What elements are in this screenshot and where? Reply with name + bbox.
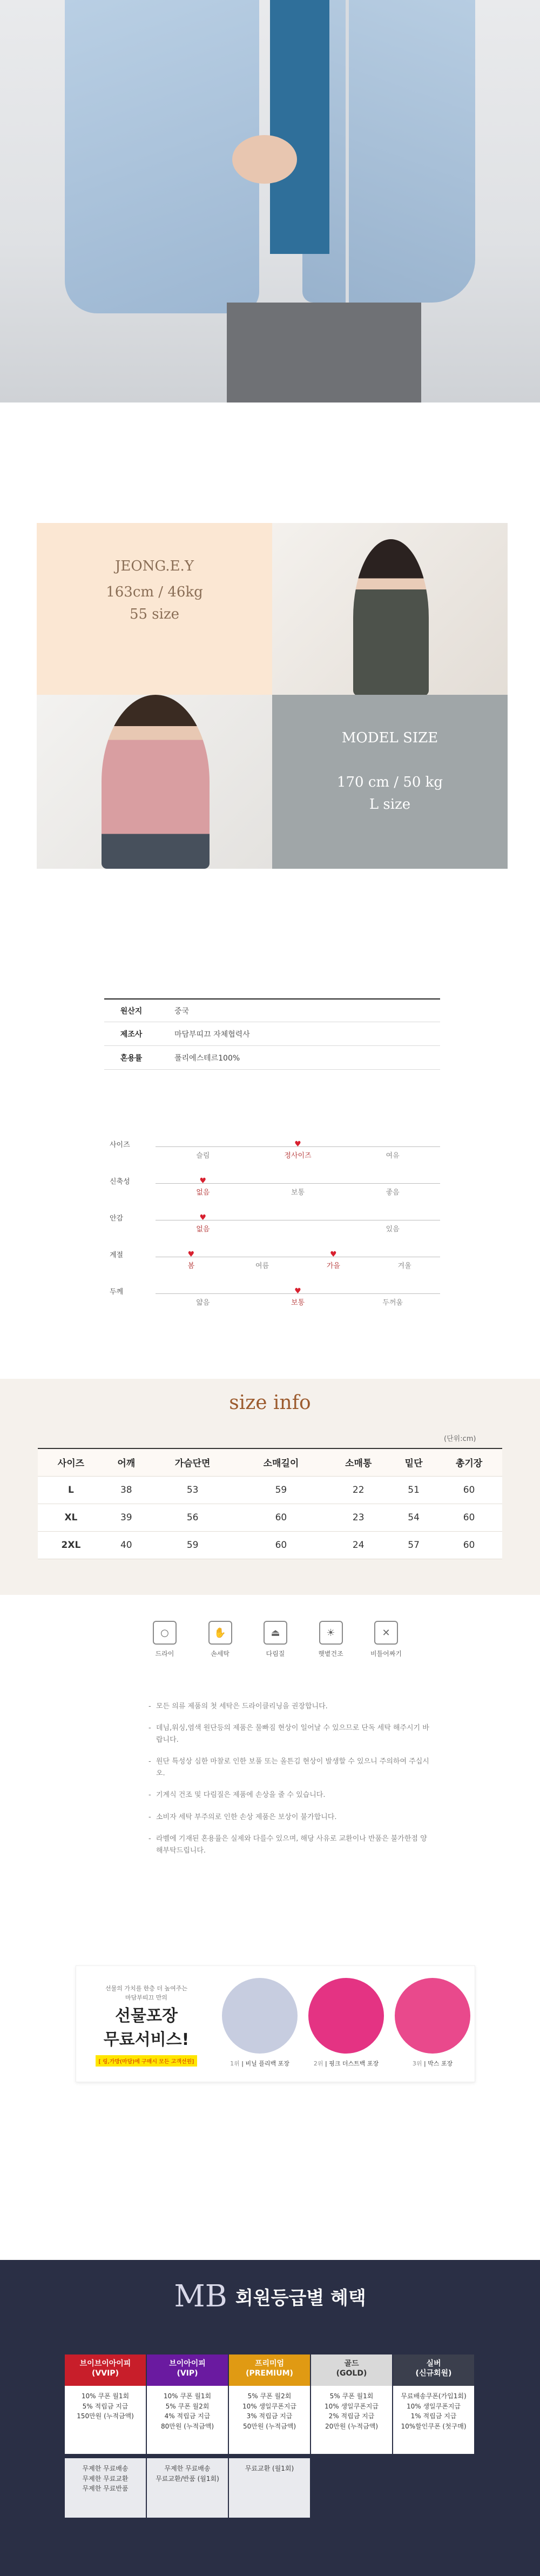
model-info-block <box>37 523 508 869</box>
feature-label: 신축성 <box>110 1178 130 1186</box>
product-info-row <box>104 1046 440 1070</box>
feature-row <box>104 1282 440 1318</box>
feature-row <box>104 1135 440 1171</box>
gift-title1: 선물포장 <box>115 2007 178 2025</box>
size-cell: 54 <box>392 1504 436 1531</box>
grade-column <box>229 2354 310 2518</box>
feature-label: 두께 <box>110 1288 124 1296</box>
heart-icon: ♥ <box>330 1250 337 1259</box>
feature-option: 겨울 <box>397 1262 411 1270</box>
wash-item <box>312 1621 350 1658</box>
heart-icon: ♥ <box>199 1213 207 1222</box>
wash-item <box>201 1621 239 1658</box>
size-cell: 53 <box>148 1476 237 1504</box>
md-logo: MB <box>174 2279 227 2314</box>
model-size: 55 size <box>129 606 180 623</box>
info-value: 중국 <box>174 1007 190 1016</box>
no-wring-icon: ✕ <box>374 1621 398 1645</box>
model-name: JEONG.E.Y <box>115 558 194 574</box>
care-note: - 라벨에 기재된 혼용률은 실제와 다를수 있으며, 해당 사유로 교환이나 반품은 불가한점 양해부탁드립니다. <box>148 1833 429 1857</box>
grade-badge <box>147 2354 228 2386</box>
size-header: 소매길이 <box>237 1448 326 1476</box>
grade-sub: (신규회원) <box>415 2369 452 2378</box>
info-value: 폴리에스테르100% <box>174 1054 240 1063</box>
size-cell: 23 <box>325 1504 392 1531</box>
gift-pack <box>308 1978 384 2068</box>
membership-title: 회원등급별 혜택 <box>235 2287 366 2309</box>
pack-caption: 2위 | 핑크 더스트백 포장 <box>313 2060 379 2067</box>
size-cell: 60 <box>237 1531 326 1559</box>
grade-column <box>147 2354 228 2518</box>
info-key: 원산지 <box>120 1007 143 1016</box>
size-unit: (단위:cm) <box>444 1435 476 1443</box>
pack-rank: 2위 <box>313 2060 323 2067</box>
wash-item <box>256 1621 294 1658</box>
gift-wrap-banner <box>76 1965 475 2082</box>
size-header: 어깨 <box>104 1448 148 1476</box>
grade-benefits: 10% 쿠폰 월1회 5% 적립금 지급 150만원 (누적금액) <box>65 2386 146 2454</box>
size-cell: 59 <box>237 1476 326 1504</box>
hand-wash-icon: ✋ <box>208 1621 232 1645</box>
care-note: - 소비자 세탁 부주의로 인한 손상 제품은 보상이 불가합니다. <box>148 1812 429 1823</box>
dry-clean-icon: ○ <box>153 1621 177 1645</box>
feature-row <box>104 1208 440 1245</box>
heart-icon: ♥ <box>199 1177 207 1185</box>
size-row <box>38 1531 502 1559</box>
feature-option: 정사이즈 <box>284 1152 312 1160</box>
wash-label: 드라이 <box>155 1650 174 1658</box>
feature-label: 계절 <box>110 1251 124 1259</box>
feature-option: 가을 <box>326 1262 340 1270</box>
model-measure: 163cm / 46kg <box>106 583 203 600</box>
size-cell: XL <box>38 1504 104 1531</box>
grade-delivery-benefits: 무제한 무료배송 무료교환/반품 (월1회) <box>147 2458 228 2518</box>
size-cell: 22 <box>325 1476 392 1504</box>
wash-care-icons <box>146 1621 405 1658</box>
size-cell: 39 <box>104 1504 148 1531</box>
size-cell: 56 <box>148 1504 237 1531</box>
care-note: - 원단 특성상 심한 마찰로 인한 보풀 또는 올튼김 현상이 발생할 수 있으니 주의하여 주십시오. <box>148 1756 429 1780</box>
grade-sub: (GOLD) <box>336 2369 367 2378</box>
feature-option: 있음 <box>386 1225 400 1233</box>
grade-benefits: 10% 쿠폰 월1회 5% 쿠폰 월2회 4% 적립금 지급 80만원 (누적금액) <box>147 2386 228 2454</box>
gift-line1: 선물의 가치를 한층 더 높여주는 <box>105 1985 188 1992</box>
pack-caption: 1위 | 비닐 플리백 포장 <box>230 2060 289 2067</box>
grade-name: 브이브이아이피 <box>79 2359 131 2368</box>
feature-option: 여유 <box>386 1152 400 1160</box>
size-cell: 60 <box>436 1531 502 1559</box>
heart-icon: ♥ <box>187 1250 195 1259</box>
feature-line <box>156 1183 440 1184</box>
size-cell: 2XL <box>38 1531 104 1559</box>
feature-option: 보통 <box>291 1299 305 1307</box>
pack-label: 비닐 플리백 포장 <box>245 2060 289 2067</box>
size-cell: 51 <box>392 1476 436 1504</box>
model-size-title: MODEL SIZE <box>341 730 438 746</box>
product-info-table <box>104 998 440 1070</box>
size-row <box>38 1476 502 1504</box>
size-header: 소매통 <box>325 1448 392 1476</box>
feature-option: 봄 <box>187 1262 195 1270</box>
model-size-measure: 170 cm / 50 kg <box>336 774 443 790</box>
grade-badge <box>229 2354 310 2386</box>
pack-photo <box>308 1978 384 2054</box>
size-table <box>38 1448 502 1559</box>
size-cell: 24 <box>325 1531 392 1559</box>
heart-icon: ♥ <box>294 1287 301 1296</box>
feature-option: 슬림 <box>196 1152 210 1160</box>
grade-sub: (VVIP) <box>92 2369 119 2378</box>
size-header: 밑단 <box>392 1448 436 1476</box>
feature-option: 보통 <box>291 1189 305 1197</box>
wash-label: 비틀어짜기 <box>370 1650 402 1658</box>
pack-rank: 3위 <box>412 2060 422 2067</box>
pack-photo <box>395 1978 470 2054</box>
product-info-row <box>104 1022 440 1046</box>
size-cell: 59 <box>148 1531 237 1559</box>
iron-icon: ⏏ <box>264 1621 287 1645</box>
gift-pack <box>395 1978 470 2068</box>
feature-option: 여름 <box>255 1262 269 1270</box>
feature-scale <box>104 1135 440 1318</box>
model-size-panel <box>272 695 508 869</box>
pack-photo <box>222 1978 298 2054</box>
feature-option: 좋음 <box>386 1189 400 1197</box>
gift-note: [ 링,가방(마담)에 구매시 모든 고객선원] <box>96 2055 197 2067</box>
grade-name: 프리미엄 <box>254 2359 285 2368</box>
grade-benefits: 5% 쿠폰 월1회 10% 생일쿠폰지급 2% 적립금 지급 20만원 (누적금액) <box>311 2386 392 2454</box>
wash-item <box>367 1621 405 1658</box>
grade-column <box>311 2354 392 2454</box>
grade-sub: (PREMIUM) <box>246 2369 293 2378</box>
grade-name: 실버 <box>426 2359 441 2368</box>
pack-rank: 1위 <box>230 2060 240 2067</box>
feature-row <box>104 1171 440 1208</box>
model-size-size: L size <box>369 796 411 813</box>
model-photo-2 <box>37 695 272 869</box>
gift-line2: 마담부띠끄 만의 <box>125 1994 167 2001</box>
gift-title2: 무료서비스! <box>103 2030 190 2049</box>
size-cell: 38 <box>104 1476 148 1504</box>
pack-caption: 3위 | 박스 포장 <box>412 2060 453 2067</box>
feature-option: 두꺼움 <box>382 1299 403 1307</box>
feature-label: 안감 <box>110 1215 124 1223</box>
size-cell: 60 <box>436 1504 502 1531</box>
feature-option: 얇음 <box>196 1299 210 1307</box>
size-cell: 40 <box>104 1531 148 1559</box>
grade-name: 골드 <box>344 2359 359 2368</box>
care-note: - 데님,워싱,염색 원단등의 제품은 물빠짐 현상이 일어날 수 있으므로 단독 세탁 해주시기 바랍니다. <box>148 1722 429 1746</box>
info-key: 혼용률 <box>120 1054 143 1063</box>
care-note: - 기계식 건조 및 다림질은 제품에 손상을 줄 수 있습니다. <box>148 1789 429 1801</box>
feature-option: 없음 <box>196 1225 210 1233</box>
care-note: - 모든 의류 제품의 첫 세탁은 드라이클리닝을 권장합니다. <box>148 1701 429 1713</box>
pack-label: 박스 포장 <box>428 2060 453 2067</box>
feature-option: 없음 <box>196 1189 210 1197</box>
size-row <box>38 1504 502 1531</box>
wash-label: 손세탁 <box>211 1650 230 1658</box>
heart-icon: ♥ <box>294 1140 301 1149</box>
info-key: 제조사 <box>120 1030 143 1039</box>
grade-delivery-benefits: 무료교환 (월1회) <box>229 2458 310 2518</box>
grade-badge <box>393 2354 474 2386</box>
model-photo-1 <box>272 523 508 695</box>
wash-label: 다림질 <box>266 1650 285 1658</box>
grade-benefits: 5% 쿠폰 월2회 10% 생일쿠폰지급 3% 적립금 지급 50만원 (누적금액) <box>229 2386 310 2454</box>
size-header: 가슴단면 <box>148 1448 237 1476</box>
grade-column <box>65 2354 146 2518</box>
grade-badge <box>65 2354 146 2386</box>
size-cell: 60 <box>436 1476 502 1504</box>
size-info-title: size info <box>229 1392 311 1414</box>
info-value: 마담부띠끄 자체협력사 <box>174 1030 250 1039</box>
grade-benefits: 무료배송쿠폰(가입1회) 10% 생일쿠폰지급 1% 적립금 지급 10%할인쿠폰 (첫구매) <box>393 2386 474 2454</box>
membership-header <box>0 2279 540 2314</box>
gift-pack <box>222 1978 298 2068</box>
size-cell: 57 <box>392 1531 436 1559</box>
size-header: 총기장 <box>436 1448 502 1476</box>
feature-label: 사이즈 <box>110 1141 130 1149</box>
sun-dry-icon: ☀ <box>319 1621 343 1645</box>
product-info-row <box>104 998 440 1022</box>
feature-row <box>104 1245 440 1282</box>
size-header: 사이즈 <box>38 1448 104 1476</box>
model-info-panel <box>37 523 272 695</box>
pack-label: 핑크 더스트백 포장 <box>329 2060 379 2067</box>
grade-badge <box>311 2354 392 2386</box>
grade-name: 브이아이피 <box>169 2359 206 2368</box>
product-photo-jacket <box>0 0 540 403</box>
size-cell: L <box>38 1476 104 1504</box>
wash-label: 햇볕건조 <box>318 1650 343 1658</box>
size-cell: 60 <box>237 1504 326 1531</box>
care-notes <box>148 1701 429 1867</box>
wash-item <box>146 1621 184 1658</box>
grade-delivery-benefits: 무제한 무료배송 무제한 무료교환 무제한 무료반품 <box>65 2458 146 2518</box>
grade-sub: (VIP) <box>177 2369 198 2378</box>
grade-column <box>393 2354 474 2454</box>
